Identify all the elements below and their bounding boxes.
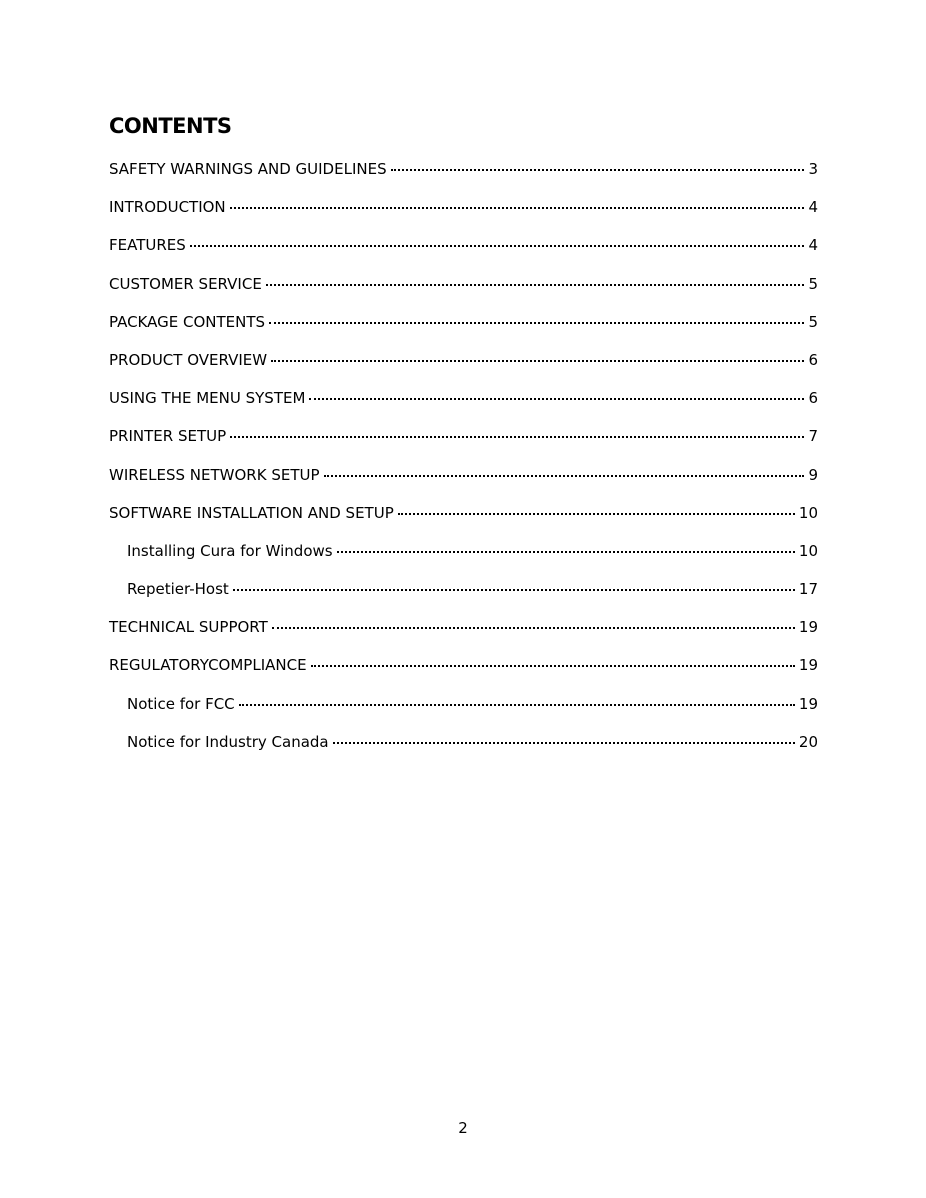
- toc-entry-label: SOFTWARE INSTALLATION AND SETUP: [109, 503, 394, 522]
- toc-entry-label: TECHNICAL SUPPORT: [109, 618, 268, 637]
- toc-entry-page: 10: [798, 541, 818, 560]
- dot-leader: [266, 284, 805, 286]
- toc-entry-notice-industry-canada[interactable]: [0, 730, 926, 768]
- toc-entry-page: 9: [808, 465, 818, 484]
- toc-entry-page: 4: [808, 236, 818, 255]
- toc-entry-page: 19: [798, 694, 818, 713]
- toc-entry-label: USING THE MENU SYSTEM: [109, 389, 306, 408]
- toc-entry-page: 19: [798, 656, 818, 675]
- toc-entry-customer-service[interactable]: [0, 272, 926, 310]
- toc-entry-label: Notice for Industry Canada: [127, 732, 329, 751]
- toc-entry-page: 10: [798, 503, 818, 522]
- toc-entry-printer-setup[interactable]: [0, 424, 926, 462]
- toc-entry-regulatory-compliance[interactable]: [0, 653, 926, 691]
- toc-entry-page: 6: [808, 389, 818, 408]
- toc-entry-wireless-network-setup[interactable]: [0, 463, 926, 501]
- toc-entry-page: 5: [808, 312, 818, 331]
- toc-entry-label: FEATURES: [109, 236, 186, 255]
- toc-entry-label: PRINTER SETUP: [109, 427, 227, 446]
- page-title: CONTENTS: [109, 114, 232, 138]
- toc-entry-label: CUSTOMER SERVICE: [109, 274, 262, 293]
- dot-leader: [230, 436, 804, 438]
- dot-leader: [233, 589, 795, 591]
- toc-entry-installing-cura[interactable]: [0, 539, 926, 577]
- toc-entry-notice-fcc[interactable]: [0, 692, 926, 730]
- toc-entry-product-overview[interactable]: [0, 348, 926, 386]
- toc-entry-label: Notice for FCC: [127, 694, 235, 713]
- toc-entry-label: INTRODUCTION: [109, 198, 226, 217]
- dot-leader: [311, 665, 795, 667]
- toc-entry-safety-warnings[interactable]: [0, 157, 926, 195]
- toc-entry-page: 3: [808, 160, 818, 178]
- dot-leader: [398, 513, 795, 515]
- toc-entry-page: 5: [808, 274, 818, 293]
- toc-entry-software-installation[interactable]: [0, 501, 926, 539]
- toc-entry-page: 19: [798, 618, 818, 637]
- toc-entry-repetier-host[interactable]: [0, 577, 926, 615]
- toc-entry-page: 17: [798, 580, 818, 599]
- dot-leader: [230, 207, 805, 209]
- dot-leader: [324, 475, 805, 477]
- toc-entry-label: PACKAGE CONTENTS: [109, 312, 266, 331]
- table-of-contents: [0, 157, 926, 768]
- dot-leader: [190, 245, 805, 247]
- toc-entry-label: Installing Cura for Windows: [127, 541, 333, 560]
- toc-entry-page: 20: [798, 732, 818, 751]
- dot-leader: [337, 551, 795, 553]
- toc-entry-label: REGULATORYCOMPLIANCE: [109, 656, 307, 675]
- dot-leader: [239, 704, 795, 706]
- toc-entry-label: WIRELESS NETWORK SETUP: [109, 465, 320, 484]
- toc-entry-introduction[interactable]: [0, 195, 926, 233]
- toc-entry-page: 4: [808, 198, 818, 217]
- toc-entry-label: PRODUCT OVERVIEW: [109, 350, 268, 369]
- toc-entry-using-menu-system[interactable]: [0, 386, 926, 424]
- page-number: 2: [458, 1119, 468, 1137]
- toc-entry-label: Repetier-Host: [127, 580, 229, 599]
- toc-entry-page: 7: [808, 427, 818, 446]
- toc-entry-technical-support[interactable]: [0, 615, 926, 653]
- dot-leader: [309, 398, 804, 400]
- toc-entry-features[interactable]: [0, 233, 926, 271]
- toc-entry-package-contents[interactable]: [0, 310, 926, 348]
- dot-leader: [269, 322, 804, 324]
- dot-leader: [271, 360, 804, 362]
- dot-leader: [333, 742, 795, 744]
- toc-entry-label: SAFETY WARNINGS AND GUIDELINES: [109, 160, 387, 178]
- dot-leader: [391, 169, 805, 171]
- toc-entry-page: 6: [808, 350, 818, 369]
- dot-leader: [272, 627, 795, 629]
